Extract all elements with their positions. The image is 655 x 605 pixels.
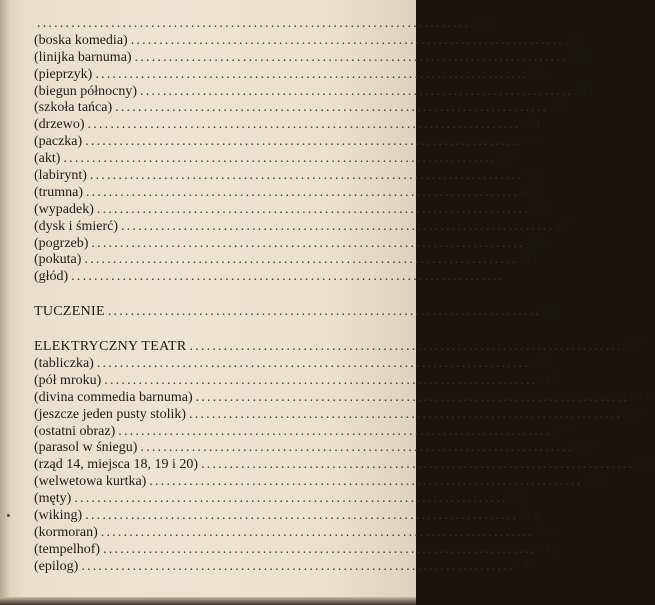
toc-entry-page: 629 [530,356,552,372]
toc-entry [34,49,589,67]
dot-leader: ............................................................................ [189,339,623,355]
toc-entry-title: (boska komedia) [34,32,128,48]
toc-entry-title: (tempelhof) [34,541,101,557]
dot-leader: ............................................................................ [134,49,568,65]
toc-section-heading-tuczenie [34,304,563,321]
toc-entry [34,541,558,559]
dot-leader: ............................................................................ [103,541,537,557]
dot-leader: ............................................................................ [87,117,521,133]
toc-entry-page: 745 [514,558,536,574]
dot-leader: ............................................................................ [100,524,534,540]
toc-entry [34,524,555,542]
toc-entry [34,100,570,117]
toc-entry-title: (jeszcze jeden pusty stolik) [34,406,187,422]
toc-entry-title: (welwetowa kurtka) [34,474,147,490]
dot-leader: ............................................................................ [140,440,574,456]
toc-entry [34,474,604,491]
toc-entry-title: (drzewo) [34,117,85,133]
toc-entry [34,356,552,373]
toc-entry-page: 450 [524,235,546,251]
toc-entry [34,83,595,101]
dot-leader: ............................................................................ [149,474,583,490]
dot-leader: ............................................................................ [95,66,529,82]
toc-entry-page: 371 [520,117,542,133]
toc-entry-page: 420 [530,201,552,217]
toc-entry [34,117,542,134]
toc-heading-title: TUCZENIE [34,304,105,320]
section-spacer [34,286,386,304]
toc-entry-title: (parasol w śniegu) [34,440,138,456]
toc-entry [34,168,545,185]
toc-entry-page: 669 [622,406,644,422]
toc-entry-title: (epilog) [34,558,79,574]
toc-entry-title: (szkoła tańca) [34,100,113,116]
toc-entry-page: 693 [634,457,655,473]
toc-entry-title: (trumna) [34,184,83,200]
toc-entry-page: 331 [573,83,595,99]
toc-entry-page: 390 [496,151,518,167]
dot-leader: ............................................................................ [140,83,574,99]
toc-entry-page: 254 [470,16,492,31]
toc-entry-title: (rząd 14, miejsca 18, 19 i 20) [34,457,199,473]
dot-leader: ............................................................................ [85,508,519,524]
dot-leader: ............................................................................ [81,558,515,574]
toc-entry-title: (akt) [34,151,61,167]
dot-leader: ............................................................................ [84,252,518,268]
toc-entry-title: (pokuta) [34,252,82,268]
toc-entry [34,218,576,236]
toc-entry-title: (biegun północny) [34,83,138,99]
toc-section-1 [34,16,595,286]
dot-leader: ............................................................................ [104,372,538,388]
toc-entry-title: (pieprzyk) [34,66,93,82]
dot-leader: ............................................................................ [130,32,564,48]
toc-entry-page: 414 [519,184,541,200]
toc-entry [34,508,540,525]
dot-leader: ............................................................................ [71,269,505,285]
page-bottom-edge [0,597,416,605]
dot-leader: ............................................................................ [74,491,508,507]
toc-entry [34,423,573,441]
toc-entry-page: 742 [536,541,558,557]
toc-entry [34,558,536,576]
dot-leader: ............................................................................ [201,457,635,473]
dot-leader: ............................................................................ [96,201,531,217]
toc-entry-page: 531 [517,252,539,268]
toc-entry [34,491,529,508]
dot-leader: ............................................................................ [195,389,629,405]
toc-entry [34,269,505,286]
toc-entry-title: (dysk i śmierć) [34,218,118,234]
toc-entry-page: 645 [537,372,559,388]
toc-entry-title: (ostatni obraz) [34,423,116,439]
toc-entry-page: 381 [518,134,540,150]
dot-leader: ............................................................................ [85,184,520,200]
dot-leader: ............................................................................ [96,356,531,372]
toc-entry-title: (wypadek) [34,201,94,217]
dot-leader: ............................................................................ [91,235,525,251]
toc-entry [34,201,552,219]
toc-entry [34,406,644,424]
dot-leader: ............................................................................ [115,100,549,116]
toc-entry-page: 437 [554,218,576,234]
toc-entry [34,32,585,50]
toc-entry-page: 700 [582,474,604,490]
toc-entry [34,184,541,202]
toc-entry-page: 683 [573,440,595,456]
toc-entry [34,66,550,84]
toc-entry-page: 603 [541,304,563,320]
toc-entry [34,440,595,457]
toc-entry-title: (tabliczka) [34,356,94,372]
dot-leader: ............................................................................ [63,151,497,167]
toc-heading-title: ELEKTRYCZNY TEATR [34,339,187,355]
toc-entry-title: (labirynt) [34,168,87,184]
toc-entry-page: 272 [563,32,585,48]
dot-leader: ............................................................................ [120,218,555,234]
toc-entry [34,16,492,33]
toc-entry-page: 736 [533,524,555,540]
toc-entry-page: 294 [567,49,589,65]
toc-entry-page: 321 [528,66,550,82]
toc-entry-page: 627 [622,339,644,355]
toc-entry [34,134,540,151]
toc-entry [34,457,655,474]
toc-entry-page: 679 [551,423,573,439]
toc-entry-title: (pogrzeb) [34,235,89,251]
toc-entry-title: (paczka) [34,134,83,150]
table-of-contents [34,16,655,576]
toc-entry [34,389,650,407]
toc-entry-title: (głód) [34,269,69,285]
toc-entry [34,372,559,390]
toc-entry-title: (wiking) [34,508,83,524]
paper-speck [7,514,10,517]
toc-entry [34,252,539,269]
dot-leader: ............................................................................ [107,304,542,320]
toc-entry-title: (linijka barnuma) [34,49,132,65]
dot-leader: ............................................................................ [85,134,519,150]
toc-entry-title: (pół mroku) [34,372,102,388]
toc-entry-title: (męty) [34,491,72,507]
toc-entry-page: 708 [507,491,529,507]
toc-entry-page: 399 [523,168,545,184]
toc-entry-page: 654 [628,389,650,405]
toc-entry-page: 714 [518,508,540,524]
toc-entry-title: (divina commedia barnuma) [34,389,193,405]
toc-section-heading-elektryczny-teatr [34,339,644,356]
toc-entry [34,235,546,253]
dot-leader: ............................................................................ [189,406,623,422]
toc-entry [34,151,518,168]
toc-section-2 [34,356,655,576]
section-spacer [34,321,386,339]
dot-leader: ............................................................................ [118,423,552,439]
toc-entry-page: 362 [548,100,570,116]
dot-leader: ............................................................................ [89,168,524,184]
dot-leader: ............................................................................ [37,16,471,31]
toc-entry-title: (kormoran) [34,524,98,540]
